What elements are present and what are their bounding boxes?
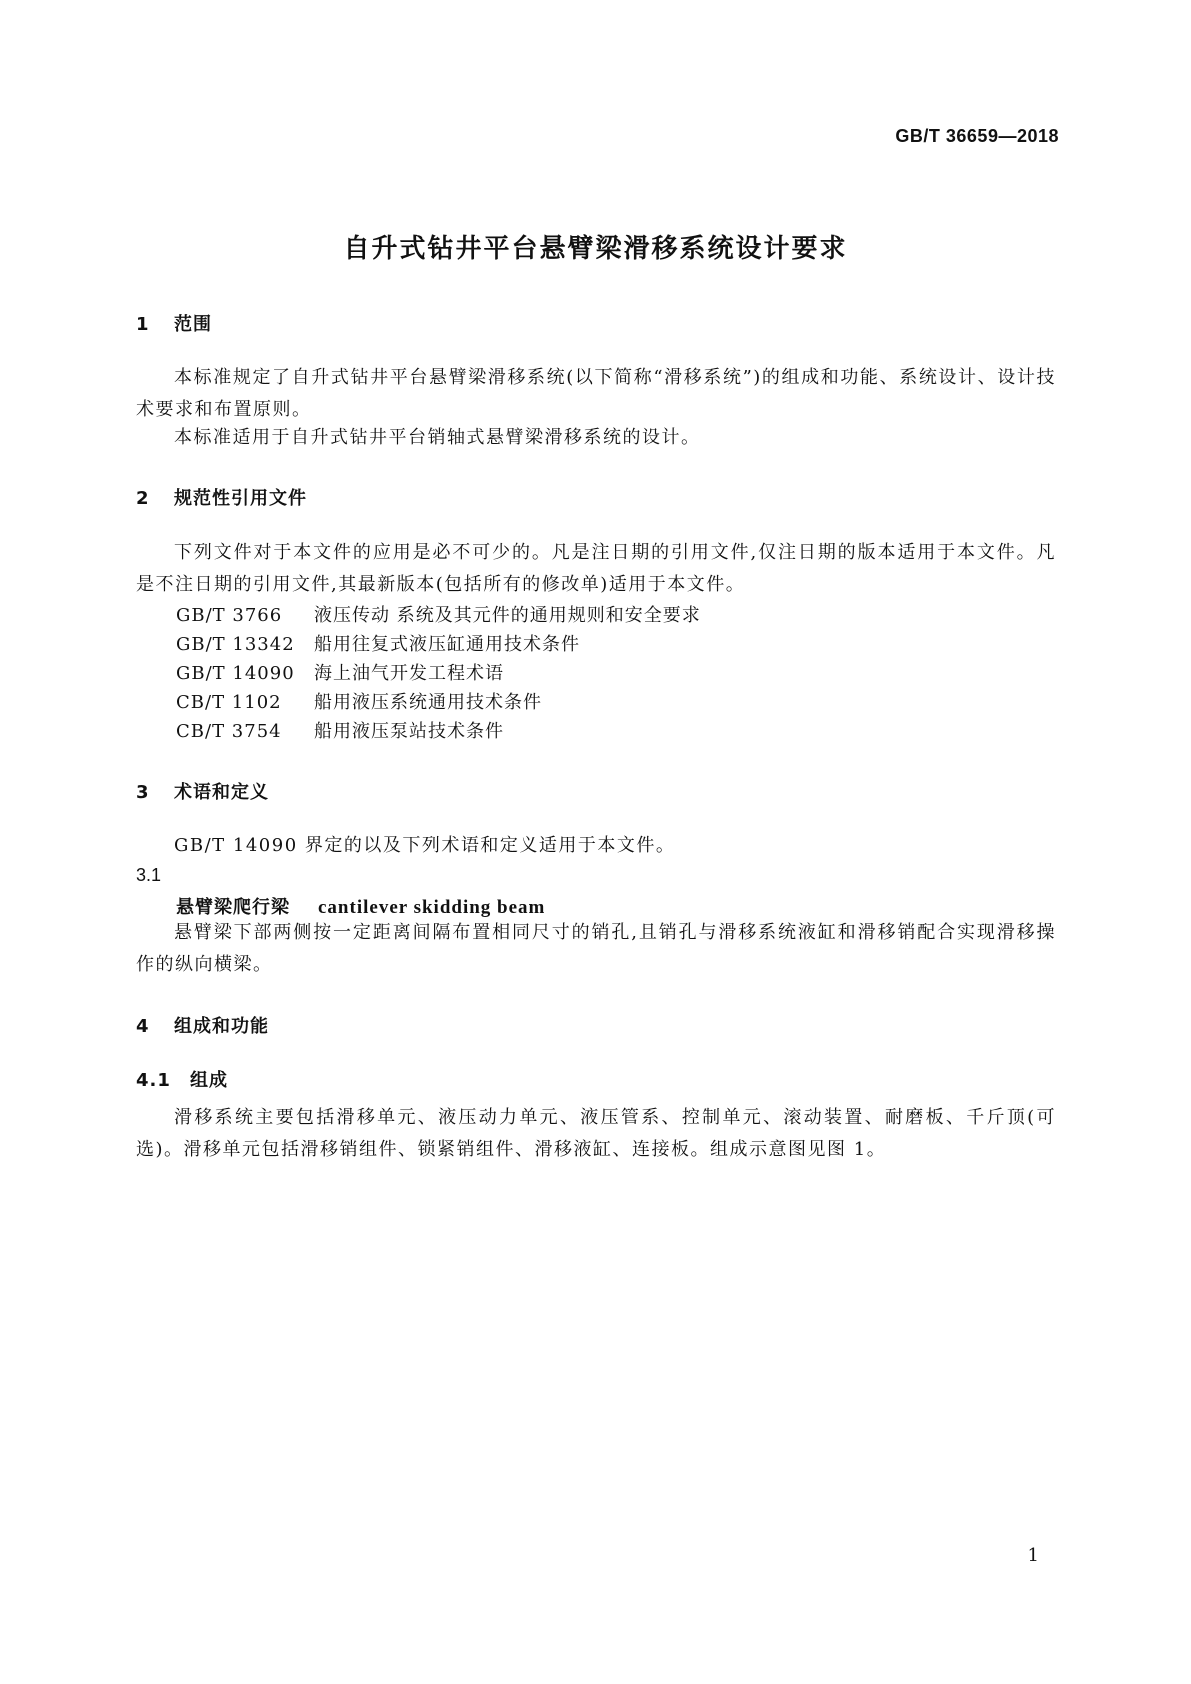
reference-code: GB/T 3766 [176,605,283,626]
reference-item [176,601,701,627]
reference-code: CB/T 3754 [176,721,282,742]
reference-title: 液压传动 系统及其元件的通用规则和安全要求 [314,605,701,626]
section-4-1-heading [136,1066,228,1092]
section-number: 2 [136,488,150,509]
references-intro: 下列文件对于本文件的应用是必不可少的。凡是注日期的引用文件,仅注日期的版本适用于本文件。凡是不注日期的引用文件,其最新版本(包括所有的修改单)适用于本文件。 [136,542,1056,595]
reference-code: GB/T 14090 [176,663,295,684]
page-number: 1 [1027,1545,1039,1566]
section-number: 3 [136,782,150,803]
terms-intro: GB/T 14090 界定的以及下列术语和定义适用于本文件。 [174,835,676,856]
section-4-heading [136,1012,269,1038]
section-2-heading [136,484,307,510]
section-number: 4 [136,1016,150,1037]
subsection-title: 组成 [190,1070,228,1091]
section-number: 1 [136,314,150,335]
reference-item [176,630,580,656]
scope-paragraph-2: 本标准适用于自升式钻井平台销轴式悬臂梁滑移系统的设计。 [174,427,701,448]
standard-code: GB/T 36659—2018 [895,126,1059,146]
reference-code: GB/T 13342 [176,634,295,655]
reference-title: 船用往复式液压缸通用技术条件 [314,634,580,655]
reference-item [176,688,542,714]
reference-code: CB/T 1102 [176,692,282,713]
section-3-heading [136,778,269,804]
section-title: 规范性引用文件 [174,488,307,509]
reference-title: 海上油气开发工程术语 [314,663,504,684]
section-title: 术语和定义 [174,782,269,803]
reference-title: 船用液压系统通用技术条件 [314,692,542,713]
term-entry [176,893,545,919]
term-english: cantilever skidding beam [318,897,546,918]
term-chinese: 悬臂梁爬行梁 [176,897,290,918]
reference-item [176,659,504,685]
section-title: 组成和功能 [174,1016,269,1037]
section-1-heading [136,310,212,336]
term-definition: 悬臂梁下部两侧按一定距离间隔布置相同尺寸的销孔,且销孔与滑移系统液缸和滑移销配合实现滑移操作的纵向横梁。 [136,922,1056,975]
reference-title: 船用液压泵站技术条件 [314,721,504,742]
composition-paragraph: 滑移系统主要包括滑移单元、液压动力单元、液压管系、控制单元、滚动装置、耐磨板、千斤顶(可选)。滑移单元包括滑移销组件、锁紧销组件、滑移液缸、连接板。组成示意图见图 1。 [136,1107,1056,1160]
reference-item [176,717,504,743]
subsection-number: 4.1 [136,1070,171,1091]
scope-paragraph-1: 本标准规定了自升式钻井平台悬臂梁滑移系统(以下简称“滑移系统”)的组成和功能、系统设计、设计技术要求和布置原则。 [136,367,1056,420]
section-title: 范围 [174,314,212,335]
term-number: 3.1 [136,865,162,885]
document-title: 自升式钻井平台悬臂梁滑移系统设计要求 [343,234,848,264]
